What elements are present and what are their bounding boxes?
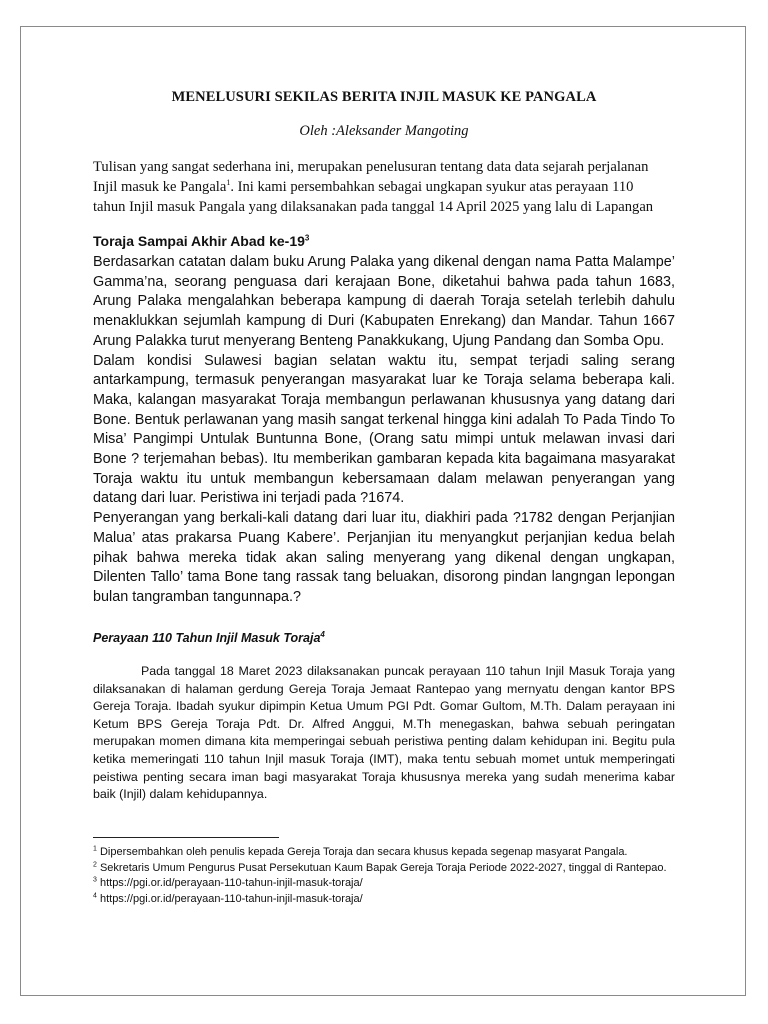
footnote-number: 3 (93, 876, 97, 884)
footnote-item (93, 845, 675, 861)
footnotes (93, 845, 675, 907)
footnote-item (93, 861, 675, 877)
intro-paragraph (93, 157, 675, 217)
author-line: Oleh :Aleksander Mangoting (299, 123, 469, 139)
intro-line: Tulisan yang sangat sederhana ini, merupakan penelusuran tentang data data sejarah perjalanan (93, 159, 649, 175)
document-title: MENELUSURI SEKILAS BERITA INJIL MASUK KE PANGALA (171, 89, 597, 105)
footnote-separator (93, 837, 279, 838)
footnote-text: Dipersembahkan oleh penulis kepada Gereja Toraja dan secara khusus kepada segenap masyarat Pangala. (96, 846, 628, 858)
footnote-number: 2 (93, 860, 97, 868)
footnote-link[interactable]: https://pgi.or.id/perayaan-110-tahun-injil-masuk-toraja/ (96, 877, 363, 889)
intro-line-part: Injil masuk ke Pangala (93, 179, 227, 195)
section-heading-toraja (93, 233, 309, 249)
body-paragraph: Penyerangan yang berkali-kali datang dari luar itu, diakhiri pada ?1782 dengan Perjanjian Malua’ atas prakarsa Puang Kabere’. Perjanjian itu menyangkut perjanjian kedua belah pihak bahwa mereka tidak akan saling menyerang yang dikenal dengan ungkapan, Dilenten Tallo’ tama Bone tang rassak tang beluakan, disorong pindan langngan lepongan bulan tangramban tangunnapa.? (93, 510, 675, 605)
section-heading-text: Toraja Sampai Akhir Abad ke-19 (93, 233, 305, 249)
intro-line-part: . Ini kami persembahkan sebagai ungkapan syukur atas perayaan 110 (230, 179, 634, 195)
footnote-ref[interactable]: 3 (304, 233, 310, 243)
intro-line (93, 177, 675, 197)
footnote-item (93, 892, 675, 908)
section-body-toraja (93, 253, 675, 608)
footnote-number: 4 (93, 891, 97, 899)
footnote-ref[interactable]: 4 (320, 629, 325, 639)
footnote-item (93, 876, 675, 892)
intro-line: tahun Injil masuk Pangala yang dilaksanakan pada tanggal 14 April 2025 yang lalu di Lapangan (93, 199, 654, 215)
section-heading-perayaan (93, 631, 325, 645)
footnote-text: Sekretaris Umum Pengurus Pusat Persekutuan Kaum Bapak Gereja Toraja Periode 2022-2027, tinggal di Rantepao. (96, 861, 667, 874)
body-paragraph: Dalam kondisi Sulawesi bagian selatan waktu itu, sempat terjadi saling serang antarkampung, termasuk penyerangan masyarakat luar ke Toraja selama beberapa kali. Maka, kalangan masyarakat Toraja membangun perlawanan khususnya yang datang dari Bone. Bentuk perlawanan yang masih sangat terkenal hingga kini adalah To Pada Tindo To Misa’ Pangimpi Untulak Buntunna Bone, (Orang satu mimpi untuk melawan invasi dari Bone ? terjemahan bebas). Itu memberikan gambaran kepada kita bagaimana masyarakat Toraja waktu itu untuk membangun kebersamaan dalam melawan penyerangan yang datang dari luar. Peristiwa ini terjadi pada ?1674. (93, 352, 675, 507)
footnote-number: 1 (93, 845, 97, 853)
section-heading-text: Perayaan 110 Tahun Injil Masuk Toraja (93, 631, 321, 645)
section-body-perayaan: Pada tanggal 18 Maret 2023 dilaksanakan puncak perayaan 110 tahun Injil Masuk Toraja yang dilaksanakan di halaman gerdung Gereja Toraja Jemaat Rantepao yang mernyatu dengan kantor BPS Gereja Toraja. Ibadah syukur dipimpin Ketua Umum PGI Pdt. Gomar Gultom, M.Th. Dalam perayaan ini Ketum BPS Gereja Toraja Pdt. Dr. Alfred Anggui, M.Th menegaskan, bahwa sebuah peringatan merupakan momen dimana kita memperingai sebuah peristiwa penting dalam kehidupan ini. Begitu pula ketika memeringati 110 tahun Injil masuk Toraja (IMT), maka tentu sebuah momet untuk memperingati peistiwa penting secara iman bagi masyarakat Toraja khususnya mereka yang sudah menerima kabar baik (Injil) dalam kehidupannya. (93, 664, 675, 802)
body-paragraph: Berdasarkan catatan dalam buku Arung Palaka yang dikenal dengan nama Patta Malampe’ Gamma’na, seorang penguasa dari kerajaan Bone, diketahui bahwa pada tahun 1683, Arung Palaka mengalahkan beberapa kampung di daerah Toraja setelah terlebih dahulu menaklukkan sejumlah kampung di Duri (Kabupaten Enrekang) dan Mandar. Tahun 1667 Arung Palakka turut menyerang Benteng Panakkukang, Ujung Pandang dan Somba Opu. (93, 254, 675, 349)
document-page (20, 26, 746, 996)
footnote-link[interactable]: https://pgi.or.id/perayaan-110-tahun-injil-masuk-toraja/ (96, 892, 363, 905)
footnote-ref[interactable]: 1 (226, 178, 231, 188)
